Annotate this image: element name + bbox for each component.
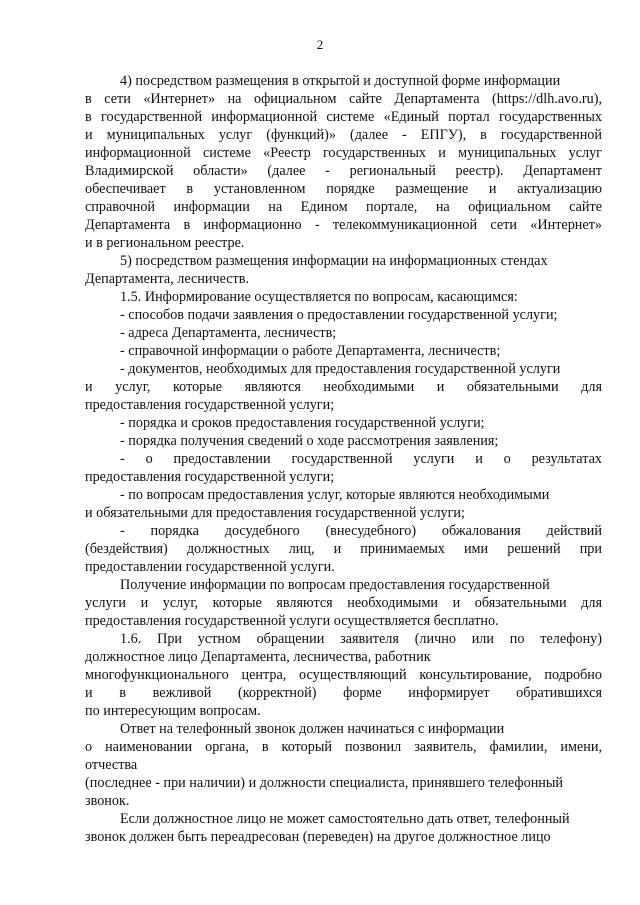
text-line: справочной информации на Едином портале, на официальном сайте: [85, 199, 602, 215]
text-line: Владимирской области» (далее - региональный реестр). Департамент: [85, 163, 602, 179]
text-line: отчества: [85, 757, 138, 773]
text-line: в государственной информационной системе «Единый портал государственных: [85, 109, 602, 125]
text-line: - справочной информации о работе Департамента, лесничеств;: [120, 343, 501, 359]
text-line: Ответ на телефонный звонок должен начинаться с информации: [120, 721, 505, 737]
text-line: многофункционального центра, осуществляющий консультирование, подробно: [85, 667, 602, 683]
text-line: в сети «Интернет» на официальном сайте Департамента (https://dlh.avo.ru),: [85, 91, 602, 107]
text-line: и муниципальных услуг (функций)» (далее - ЕПГУ), в государственной: [85, 127, 602, 143]
text-line: - о предоставлении государственной услуги и о результатах: [120, 451, 602, 467]
text-line: (последнее - при наличии) и должности специалиста, принявшего телефонный: [85, 775, 563, 791]
text-line: и в региональном реестре.: [85, 235, 245, 251]
page-number: 2: [316, 37, 324, 52]
text-line: о наименовании органа, в который позвонил заявитель, фамилии, имени,: [85, 739, 602, 755]
text-line: 1.5. Информирование осуществляется по вопросам, касающимся:: [120, 289, 518, 305]
text-line: - порядка и сроков предоставления государственной услуги;: [120, 415, 485, 431]
text-line: Если должностное лицо не может самостоятельно дать ответ, телефонный: [120, 811, 570, 827]
text-line: 5) посредством размещения информации на информационных стендах: [120, 253, 548, 269]
text-line: звонок должен быть переадресован (переведен) на другое должностное лицо: [85, 829, 551, 845]
text-line: должностное лицо Департамента, лесничества, работник: [85, 649, 431, 665]
text-line: предоставления государственной услуги;: [85, 469, 335, 485]
text-line: по интересующим вопросам.: [85, 703, 261, 719]
text-line: обеспечивает в установленном порядке размещение и актуализацию: [85, 181, 602, 197]
text-line: - порядка получения сведений о ходе рассмотрения заявления;: [120, 433, 499, 449]
text-line: предоставления государственной услуги;: [85, 397, 335, 413]
text-line: информационной системе «Реестр государственных и муниципальных услуг: [85, 145, 602, 161]
text-line: 1.6. При устном обращении заявителя (лично или по телефону): [120, 631, 602, 647]
text-line: 4) посредством размещения в открытой и доступной форме информации: [120, 73, 561, 89]
text-line: Получение информации по вопросам предоставления государственной: [120, 577, 550, 593]
text-line: - документов, необходимых для предоставления государственной услуги: [120, 361, 561, 377]
text-line: - по вопросам предоставления услуг, которые являются необходимыми: [120, 487, 550, 503]
text-line: Департамента, лесничеств.: [85, 271, 249, 287]
text-line: - адреса Департамента, лесничеств;: [120, 325, 337, 341]
text-line: услуги и услуг, которые являются необходимыми и обязательными для: [85, 595, 602, 611]
text-line: предоставления государственной услуги осуществляется бесплатно.: [85, 613, 499, 629]
text-line: и услуг, которые являются необходимыми и обязательными для: [85, 379, 602, 395]
text-line: (бездействия) должностных лиц, и принимаемых ими решений при: [85, 541, 602, 557]
text-line: Департамента в информационно - телекоммуникационной сети «Интернет»: [85, 217, 602, 233]
text-line: и в вежливой (корректной) форме информирует обратившихся: [85, 685, 602, 701]
text-line: - порядка досудебного (внесудебного) обжалования действий: [120, 523, 602, 539]
text-line: звонок.: [85, 793, 130, 809]
text-line: - способов подачи заявления о предоставлении государственной услуги;: [120, 307, 558, 323]
text-line: предоставлении государственной услуги.: [85, 559, 335, 575]
text-line: и обязательными для предоставления государственной услуги;: [85, 505, 465, 521]
